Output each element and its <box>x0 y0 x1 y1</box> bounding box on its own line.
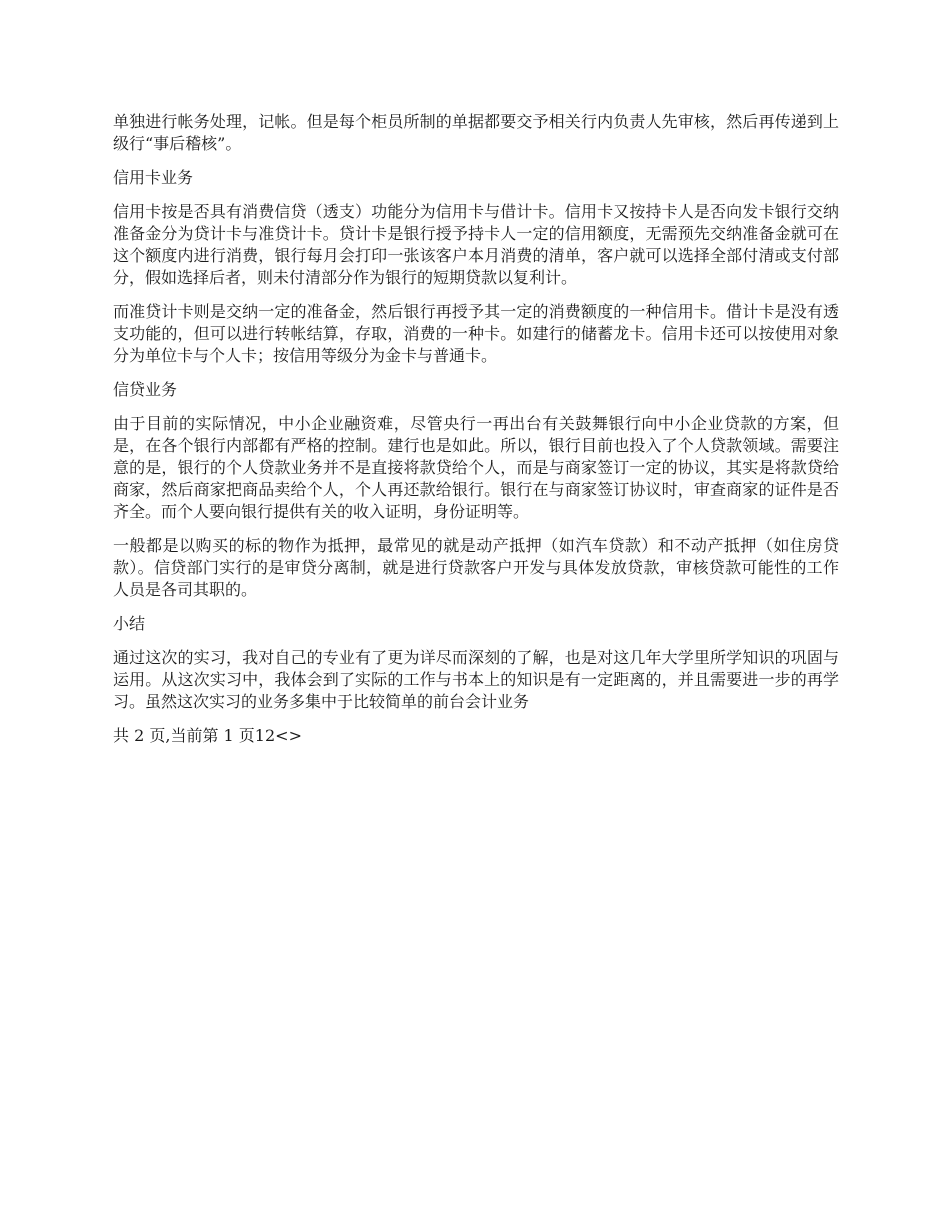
paragraph-personal-loans: 由于目前的实际情况，中小企业融资难，尽管央行一再出台有关鼓舞银行向中小企业贷款的方案，但是，在各个银行内部都有严格的控制。建行也是如此。所以，银行目前也投入了个人贷款领域。需要注意的是，银行的个人贷款业务并不是直接将款贷给个人，而是与商家签订一定的协议，其实是将款贷给商家，然后商家把商品卖给个人，个人再还款给银行。银行在与商家签订协议时，审查商家的证件是否齐全。而个人要向银行提供有关的收入证明，身份证明等。 <box>113 414 839 521</box>
paragraph-quasi-credit-card: 而准贷计卡则是交纳一定的准备金，然后银行再授予其一定的消费额度的一种信用卡。借计卡是没有透支功能的，但可以进行转帐结算，存取，消费的一种卡。如建行的储蓄龙卡。信用卡还可以按使用对象分为单位卡与个人卡；按信用等级分为金卡与普通卡。 <box>113 302 839 365</box>
document-page <box>113 111 839 747</box>
paragraph-credit-card-types: 信用卡按是否具有消费信贷（透支）功能分为信用卡与借计卡。信用卡又按持卡人是否向发卡银行交纳准备金分为贷计卡与准贷计卡。贷计卡是银行授予持卡人一定的信用额度，无需预先交纳准备金就可在这个额度内进行消费，银行每月会打印一张该客户本月消费的清单，客户就可以选择全部付清或支付部分，假如选择后者，则未付清部分作为银行的短期贷款以复利计。 <box>113 202 839 287</box>
pagination-summary: 共 2 页,当前第 1 页 <box>113 726 255 745</box>
paragraph-collateral: 一般都是以购买的标的物作为抵押，最常见的就是动产抵押（如汽车贷款）和不动产抵押（如住房贷款）。信贷部门实行的是审贷分离制，就是进行贷款客户开发与具体发放贷款，审核贷款可能性的工作人员是各司其职的。 <box>113 536 839 599</box>
prev-page-link[interactable]: < <box>275 726 289 745</box>
heading-loan-business: 信贷业务 <box>113 380 178 399</box>
heading-summary: 小结 <box>113 614 146 633</box>
pagination <box>113 725 839 747</box>
paragraph-intro: 单独进行帐务处理，记帐。但是每个柜员所制的单据都要交予相关行内负责人先审核，然后再传递到上级行“事后稽核”。 <box>113 112 839 153</box>
paragraph-summary: 通过这次的实习，我对自己的专业有了更为详尽而深刻的了解，也是对这几年大学里所学知识的巩固与运用。从这次实习中，我体会到了实际的工作与书本上的知识是有一定距离的，并且需要进一步的再学习。虽然这次实习的业务多集中于比较简单的前台会计业务 <box>113 648 839 711</box>
page-link-2[interactable]: 2 <box>264 726 276 745</box>
heading-credit-card: 信用卡业务 <box>113 168 194 187</box>
page-link-1[interactable]: 1 <box>254 726 265 745</box>
next-page-link[interactable]: > <box>288 726 302 745</box>
